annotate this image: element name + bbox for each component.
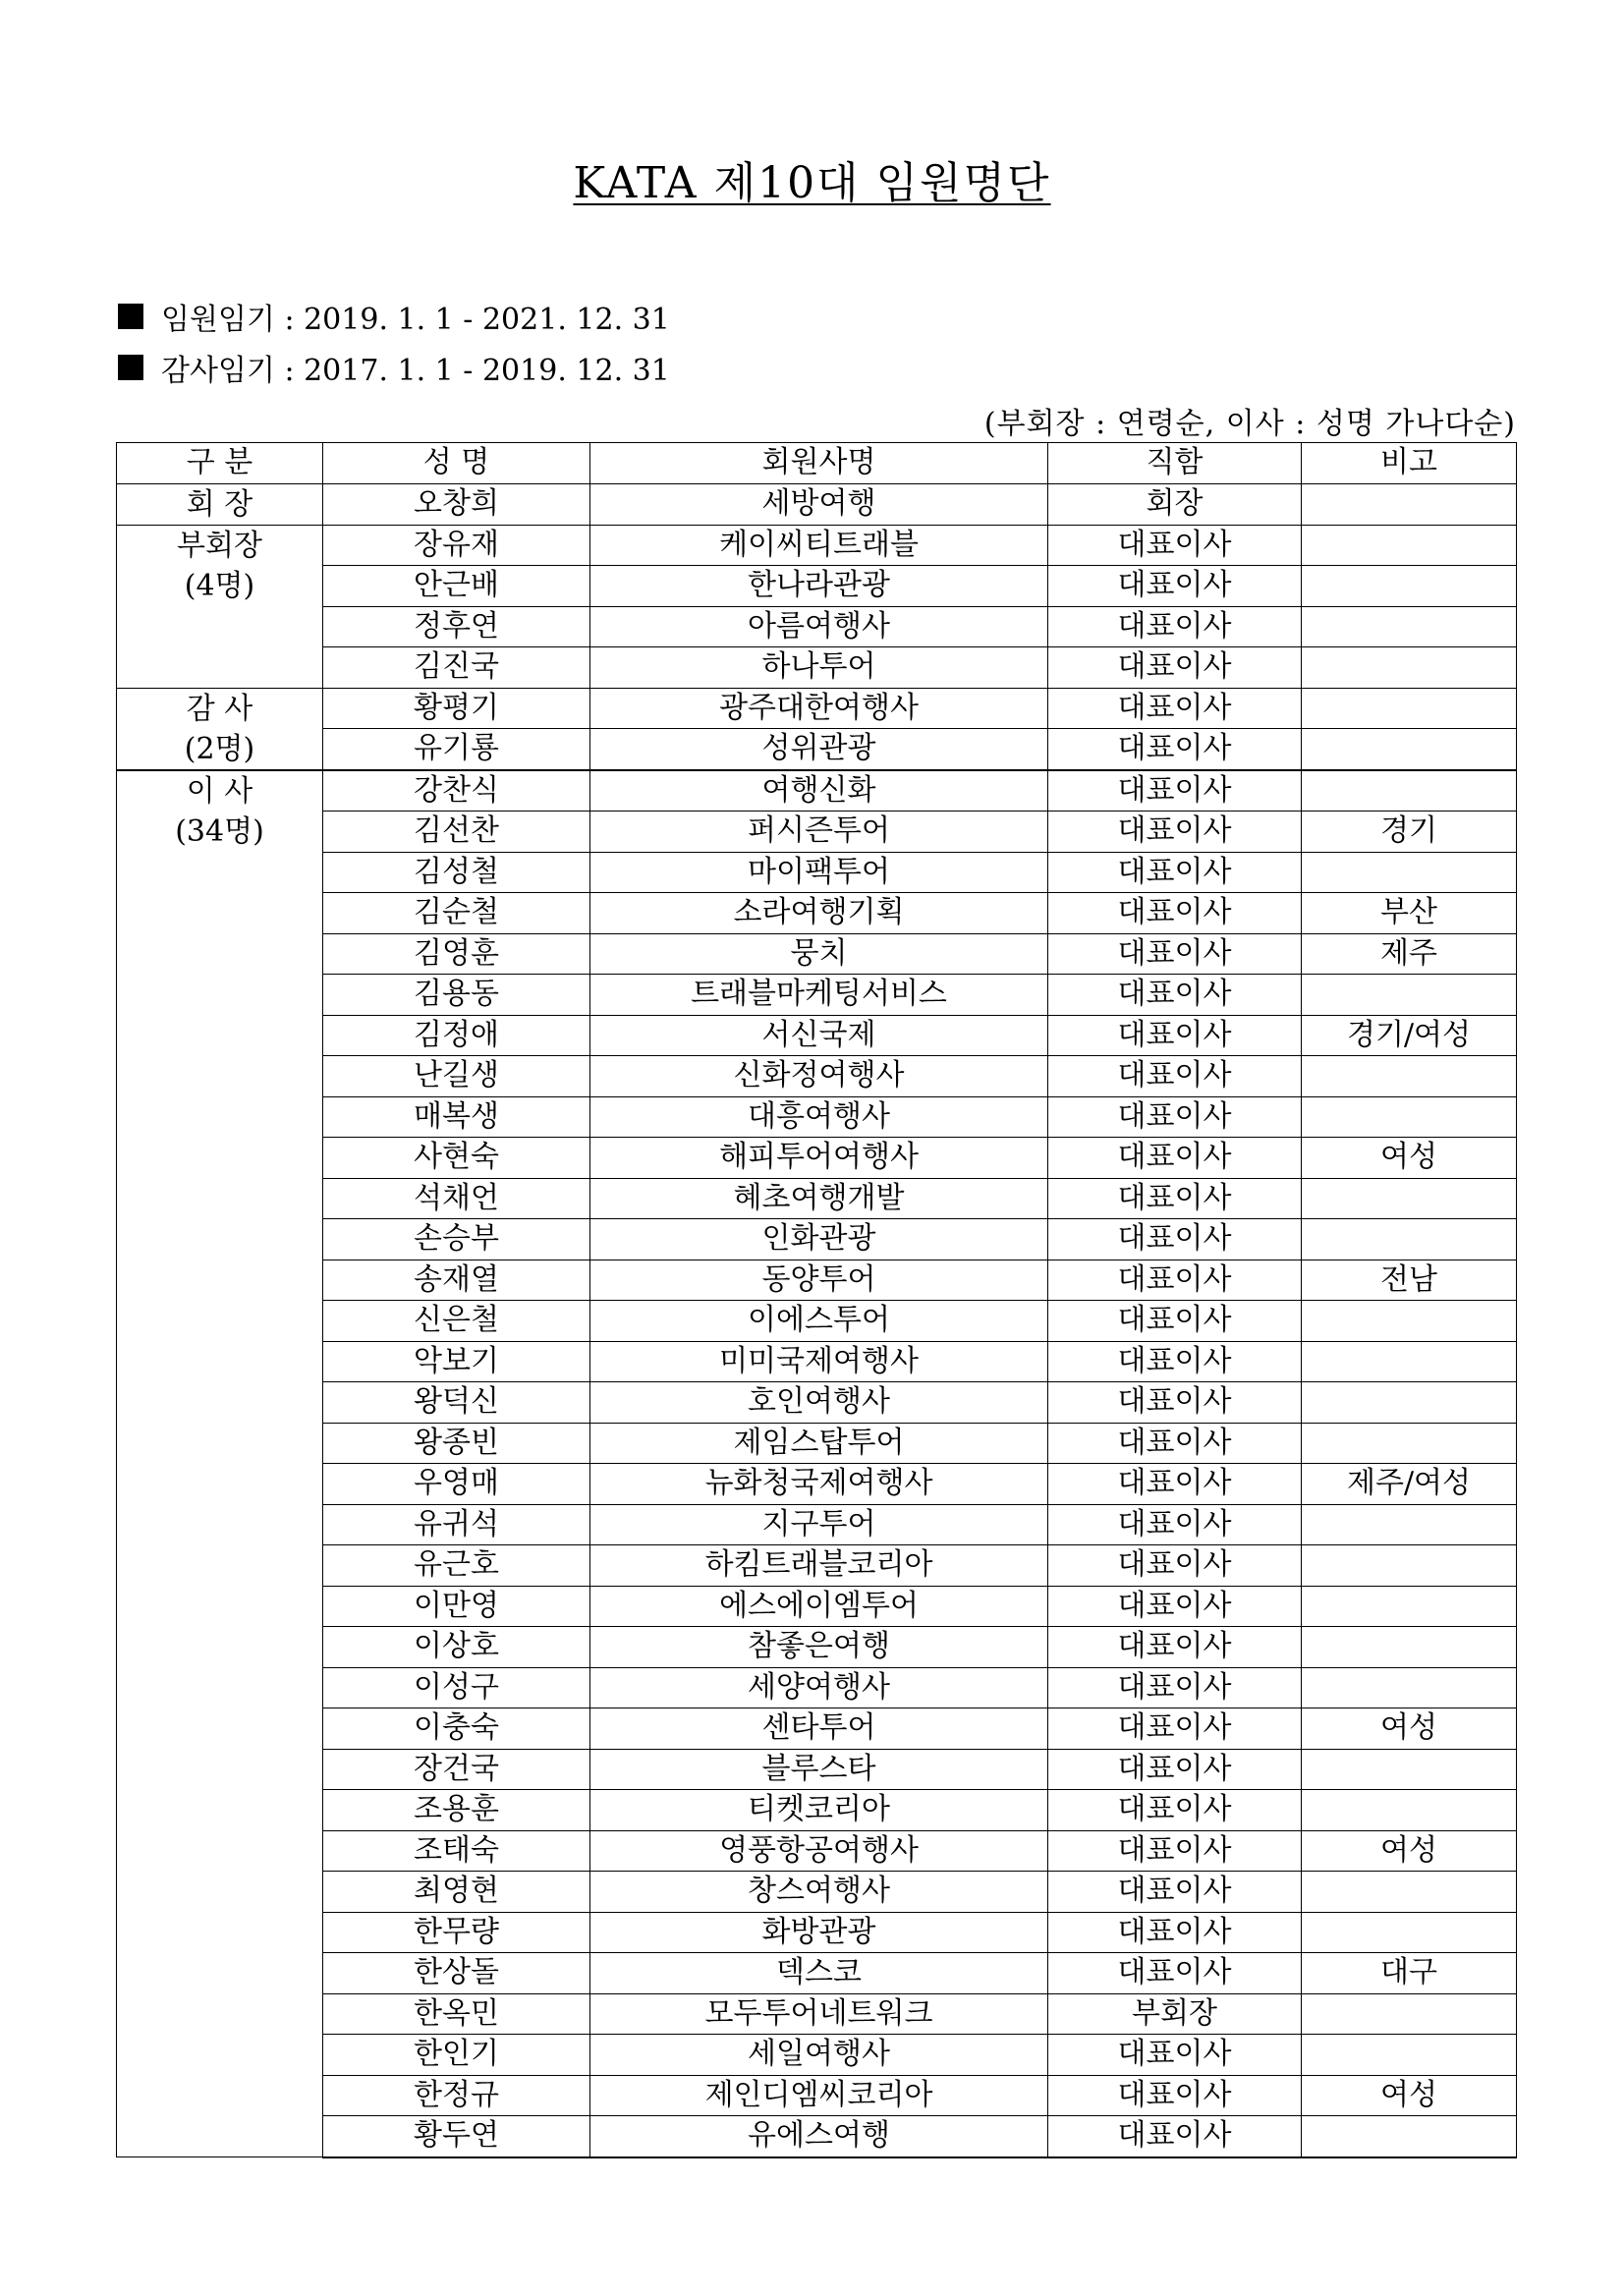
table-row xyxy=(117,1993,1517,2035)
cell-title: 대표이사 xyxy=(1048,1790,1302,1831)
cell-title: 대표이사 xyxy=(1048,1056,1302,1097)
cell-name: 김정애 xyxy=(323,1015,590,1056)
cell-company: 해피투어여행사 xyxy=(590,1138,1048,1179)
cell-note xyxy=(1302,1627,1517,1668)
cell-company: 뭉치 xyxy=(590,933,1048,975)
cell-company: 세양여행사 xyxy=(590,1667,1048,1708)
cell-note xyxy=(1302,1790,1517,1831)
cell-company: 유에스여행 xyxy=(590,2116,1048,2157)
cell-name: 왕종빈 xyxy=(323,1423,590,1464)
cell-note xyxy=(1302,1749,1517,1790)
cell-company: 서신국제 xyxy=(590,1015,1048,1056)
cell-company: 하킴트래블코리아 xyxy=(590,1545,1048,1587)
cell-name: 이만영 xyxy=(323,1586,590,1627)
cell-note: 여성 xyxy=(1302,1830,1517,1872)
cell-company: 소라여행기획 xyxy=(590,893,1048,934)
cell-title: 대표이사 xyxy=(1048,1667,1302,1708)
table-body xyxy=(117,483,1517,2157)
cell-company: 트래블마케팅서비스 xyxy=(590,975,1048,1016)
group-label: 회 장 xyxy=(186,486,253,522)
cell-title: 대표이사 xyxy=(1048,1382,1302,1424)
cell-company: 대흥여행사 xyxy=(590,1096,1048,1138)
cell-note xyxy=(1302,2116,1517,2157)
cell-name: 한상돌 xyxy=(323,1953,590,1994)
header-category: 구 분 xyxy=(117,443,323,484)
table-row xyxy=(117,812,1517,853)
cell-company: 동양투어 xyxy=(590,1260,1048,1301)
cell-name: 손승부 xyxy=(323,1219,590,1260)
table-row xyxy=(117,2116,1517,2157)
table-row xyxy=(117,1504,1517,1545)
cell-name: 매복생 xyxy=(323,1096,590,1138)
table-row xyxy=(117,688,1517,729)
table-row xyxy=(117,933,1517,975)
cell-name: 이성구 xyxy=(323,1667,590,1708)
cell-note: 부산 xyxy=(1302,893,1517,934)
cell-note xyxy=(1302,1993,1517,2035)
cell-note xyxy=(1302,770,1517,812)
cell-note xyxy=(1302,1545,1517,1587)
cell-company: 하나투어 xyxy=(590,647,1048,689)
cell-company: 센타투어 xyxy=(590,1708,1048,1750)
table-row xyxy=(117,1912,1517,1953)
cell-note xyxy=(1302,1912,1517,1953)
cell-note: 대구 xyxy=(1302,1953,1517,1994)
cell-company: 마이팩투어 xyxy=(590,852,1048,893)
table-row xyxy=(117,893,1517,934)
table-row xyxy=(117,1382,1517,1424)
cell-note: 여성 xyxy=(1302,1708,1517,1750)
table-row xyxy=(117,1627,1517,1668)
cell-title: 대표이사 xyxy=(1048,770,1302,812)
cell-note xyxy=(1302,1504,1517,1545)
group-count: (34명) xyxy=(175,813,264,849)
cell-title: 대표이사 xyxy=(1048,1830,1302,1872)
cell-name: 김선찬 xyxy=(323,812,590,853)
cell-company: 호인여행사 xyxy=(590,1382,1048,1424)
cell-note: 여성 xyxy=(1302,2075,1517,2116)
cell-company: 티켓코리아 xyxy=(590,1790,1048,1831)
cell-note: 여성 xyxy=(1302,1138,1517,1179)
cell-company: 퍼시즌투어 xyxy=(590,812,1048,853)
cell-company: 인화관광 xyxy=(590,1219,1048,1260)
cell-title: 대표이사 xyxy=(1048,729,1302,770)
cell-name: 한무량 xyxy=(323,1912,590,1953)
cell-title: 대표이사 xyxy=(1048,893,1302,934)
cell-company: 광주대한여행사 xyxy=(590,688,1048,729)
cell-name: 김순철 xyxy=(323,893,590,934)
cell-note xyxy=(1302,1219,1517,1260)
cell-company: 혜초여행개발 xyxy=(590,1178,1048,1219)
cell-name: 신은철 xyxy=(323,1301,590,1342)
table-row xyxy=(117,1096,1517,1138)
cell-note xyxy=(1302,1178,1517,1219)
cell-note: 경기 xyxy=(1302,812,1517,853)
header-title: 직함 xyxy=(1048,443,1302,484)
cell-company: 제인디엠씨코리아 xyxy=(590,2075,1048,2116)
table-row xyxy=(117,1830,1517,1872)
cell-title: 대표이사 xyxy=(1048,2035,1302,2076)
cell-company: 창스여행사 xyxy=(590,1872,1048,1913)
cell-note xyxy=(1302,1301,1517,1342)
cell-note xyxy=(1302,729,1517,770)
cell-title: 대표이사 xyxy=(1048,1015,1302,1056)
table-row xyxy=(117,1464,1517,1505)
cell-company: 여행신화 xyxy=(590,770,1048,812)
header-name: 성 명 xyxy=(323,443,590,484)
table-row xyxy=(117,1015,1517,1056)
black-square-icon xyxy=(118,355,143,380)
cell-name: 황두연 xyxy=(323,2116,590,2157)
table-row xyxy=(117,1056,1517,1097)
cell-company: 에스에이엠투어 xyxy=(590,1586,1048,1627)
cell-name: 김용동 xyxy=(323,975,590,1016)
table-row xyxy=(117,566,1517,607)
cell-name: 난길생 xyxy=(323,1056,590,1097)
cell-title: 대표이사 xyxy=(1048,647,1302,689)
cell-title: 대표이사 xyxy=(1048,688,1302,729)
cell-name: 이상호 xyxy=(323,1627,590,1668)
cell-note xyxy=(1302,1341,1517,1382)
cell-company: 모두투어네트워크 xyxy=(590,1993,1048,2035)
table-row xyxy=(117,525,1517,566)
cell-note xyxy=(1302,606,1517,647)
table-row xyxy=(117,1872,1517,1913)
cell-company: 제임스탑투어 xyxy=(590,1423,1048,1464)
cell-name: 김진국 xyxy=(323,647,590,689)
cell-name: 유근호 xyxy=(323,1545,590,1587)
cell-name: 유귀석 xyxy=(323,1504,590,1545)
cell-note: 경기/여성 xyxy=(1302,1015,1517,1056)
cell-name: 석채언 xyxy=(323,1178,590,1219)
cell-name: 최영현 xyxy=(323,1872,590,1913)
table-row xyxy=(117,1749,1517,1790)
table-row xyxy=(117,606,1517,647)
cell-company: 성위관광 xyxy=(590,729,1048,770)
cell-name: 악보기 xyxy=(323,1341,590,1382)
cell-company: 지구투어 xyxy=(590,1504,1048,1545)
cell-note xyxy=(1302,1056,1517,1097)
cell-note xyxy=(1302,688,1517,729)
cell-note xyxy=(1302,566,1517,607)
cell-title: 대표이사 xyxy=(1048,1545,1302,1587)
table-row xyxy=(117,975,1517,1016)
cell-company: 한나라관광 xyxy=(590,566,1048,607)
cell-title: 대표이사 xyxy=(1048,812,1302,853)
cell-title: 대표이사 xyxy=(1048,1138,1302,1179)
table-row xyxy=(117,1178,1517,1219)
cell-name: 장유재 xyxy=(323,525,590,566)
page-title: KATA 제10대 임원명단 xyxy=(573,158,1051,208)
cell-name: 한옥민 xyxy=(323,1993,590,2035)
cell-company: 이에스투어 xyxy=(590,1301,1048,1342)
cell-note: 전남 xyxy=(1302,1260,1517,1301)
cell-name: 한정규 xyxy=(323,2075,590,2116)
cell-note xyxy=(1302,975,1517,1016)
header-company: 회원사명 xyxy=(590,443,1048,484)
cell-title: 대표이사 xyxy=(1048,1301,1302,1342)
cell-title: 대표이사 xyxy=(1048,1096,1302,1138)
cell-note xyxy=(1302,483,1517,525)
table-row xyxy=(117,1708,1517,1750)
table-row xyxy=(117,1953,1517,1994)
cell-note xyxy=(1302,852,1517,893)
cell-title: 대표이사 xyxy=(1048,1953,1302,1994)
cell-company: 미미국제여행사 xyxy=(590,1341,1048,1382)
cell-note xyxy=(1302,1586,1517,1627)
cell-note xyxy=(1302,647,1517,689)
cell-title: 대표이사 xyxy=(1048,1504,1302,1545)
group-count: (2명) xyxy=(184,731,255,766)
cell-name: 조용훈 xyxy=(323,1790,590,1831)
cell-name: 강찬식 xyxy=(323,770,590,812)
table-row xyxy=(117,2035,1517,2076)
cell-title: 대표이사 xyxy=(1048,1586,1302,1627)
cell-name: 안근배 xyxy=(323,566,590,607)
table-row xyxy=(117,1260,1517,1301)
cell-company: 화방관광 xyxy=(590,1912,1048,1953)
cell-name: 오창희 xyxy=(323,483,590,525)
cell-title: 대표이사 xyxy=(1048,1219,1302,1260)
group-label: 감 사 xyxy=(186,691,253,726)
black-square-icon xyxy=(118,304,143,329)
cell-note xyxy=(1302,1667,1517,1708)
table-row xyxy=(117,1219,1517,1260)
cell-company: 신화정여행사 xyxy=(590,1056,1048,1097)
cell-title: 대표이사 xyxy=(1048,1872,1302,1913)
cell-title: 부회장 xyxy=(1048,1993,1302,2035)
table-row xyxy=(117,1586,1517,1627)
table-row xyxy=(117,1545,1517,1587)
cell-name: 김성철 xyxy=(323,852,590,893)
cell-name: 우영매 xyxy=(323,1464,590,1505)
group-cell-chairman xyxy=(117,483,323,525)
cell-title: 대표이사 xyxy=(1048,2116,1302,2157)
table-row xyxy=(117,483,1517,525)
cell-title: 대표이사 xyxy=(1048,1749,1302,1790)
group-cell-auditor xyxy=(117,688,323,770)
cell-name: 정후연 xyxy=(323,606,590,647)
cell-note: 제주 xyxy=(1302,933,1517,975)
cell-title: 대표이사 xyxy=(1048,852,1302,893)
cell-note xyxy=(1302,525,1517,566)
cell-title: 대표이사 xyxy=(1048,1627,1302,1668)
group-label: 부회장 xyxy=(177,528,262,563)
cell-company: 참좋은여행 xyxy=(590,1627,1048,1668)
table-row xyxy=(117,1341,1517,1382)
cell-name: 유기룡 xyxy=(323,729,590,770)
cell-company: 케이씨티트래블 xyxy=(590,525,1048,566)
group-cell-vice xyxy=(117,525,323,688)
cell-name: 한인기 xyxy=(323,2035,590,2076)
cell-title: 대표이사 xyxy=(1048,933,1302,975)
cell-title: 대표이사 xyxy=(1048,1178,1302,1219)
cell-title: 대표이사 xyxy=(1048,1423,1302,1464)
ordering-note: (부회장 : 연령순, 이사 : 성명 가나다순) xyxy=(983,407,1516,441)
cell-company: 세일여행사 xyxy=(590,2035,1048,2076)
cell-title: 대표이사 xyxy=(1048,1912,1302,1953)
table-row xyxy=(117,1301,1517,1342)
group-label: 이 사 xyxy=(186,773,253,809)
group-count: (4명) xyxy=(184,568,255,603)
cell-name: 사현숙 xyxy=(323,1138,590,1179)
cell-title: 회장 xyxy=(1048,483,1302,525)
cell-note xyxy=(1302,1872,1517,1913)
cell-company: 뉴화청국제여행사 xyxy=(590,1464,1048,1505)
cell-note xyxy=(1302,2035,1517,2076)
cell-company: 덱스코 xyxy=(590,1953,1048,1994)
cell-name: 왕덕신 xyxy=(323,1382,590,1424)
cell-note: 제주/여성 xyxy=(1302,1464,1517,1505)
table-row xyxy=(117,729,1517,770)
cell-title: 대표이사 xyxy=(1048,606,1302,647)
cell-note xyxy=(1302,1382,1517,1424)
cell-title: 대표이사 xyxy=(1048,1260,1302,1301)
table-row xyxy=(117,1667,1517,1708)
cell-title: 대표이사 xyxy=(1048,975,1302,1016)
cell-company: 세방여행 xyxy=(590,483,1048,525)
group-cell-director xyxy=(117,770,323,2157)
cell-name: 송재열 xyxy=(323,1260,590,1301)
table-row xyxy=(117,1790,1517,1831)
cell-title: 대표이사 xyxy=(1048,566,1302,607)
header-note: 비고 xyxy=(1302,443,1517,484)
table-header-row xyxy=(117,443,1517,484)
cell-name: 조태숙 xyxy=(323,1830,590,1872)
auditor-term: 감사임기 : 2017. 1. 1 - 2019. 12. 31 xyxy=(118,346,670,389)
table-row xyxy=(117,1138,1517,1179)
cell-company: 블루스타 xyxy=(590,1749,1048,1790)
table-row xyxy=(117,770,1517,812)
table-row xyxy=(117,647,1517,689)
table-row xyxy=(117,2075,1517,2116)
cell-note xyxy=(1302,1423,1517,1464)
executive-roster-table xyxy=(116,442,1517,2158)
cell-name: 황평기 xyxy=(323,688,590,729)
cell-title: 대표이사 xyxy=(1048,525,1302,566)
cell-company: 영풍항공여행사 xyxy=(590,1830,1048,1872)
cell-company: 아름여행사 xyxy=(590,606,1048,647)
cell-note xyxy=(1302,1096,1517,1138)
executive-term: 임원임기 : 2019. 1. 1 - 2021. 12. 31 xyxy=(118,295,670,338)
cell-title: 대표이사 xyxy=(1048,2075,1302,2116)
cell-title: 대표이사 xyxy=(1048,1708,1302,1750)
table-row xyxy=(117,1423,1517,1464)
cell-title: 대표이사 xyxy=(1048,1464,1302,1505)
cell-title: 대표이사 xyxy=(1048,1341,1302,1382)
cell-name: 장건국 xyxy=(323,1749,590,1790)
table-row xyxy=(117,852,1517,893)
cell-name: 이충숙 xyxy=(323,1708,590,1750)
cell-name: 김영훈 xyxy=(323,933,590,975)
